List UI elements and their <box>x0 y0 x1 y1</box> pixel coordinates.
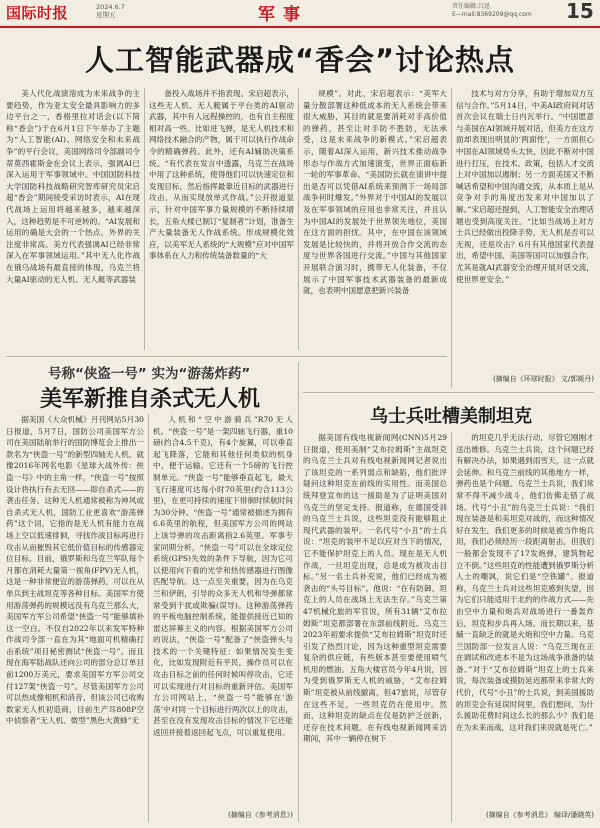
issue-date-text: 2024.6.7 <box>96 3 125 11</box>
article1-text-1: 美人代化战演溶成为未来战争的主要趋势，作为亚太安全最具影响力的多边平台之一，香格里拉对话会(以下简称“香会”)于在6月1日下午举办了主题为“人工智能(AI)、网络安全和未来战争”的平行会议，美国网络司令部副司令蒂莫西霍斯金在会议上表示，强调AI已深入运用于军事领域中。中国国防科技大学国防科技战略研究智库研究员宋启超“香会”期间接受采访时表示，AI在现代战场上运用将越来越多，越来越深入，这种趋势是不可逆转的。“AI发展和运用的确是大会的一个热点，外界的关注度非常高。美方代表强调AI已经非常深入在军事领域运用。”其中无人化作战在俄乌战场有最直接的体现，乌克兰将大量AI驱动的无人机、无人艇等武器装 <box>6 89 140 284</box>
article3-text-1: 据美国有线电视新闻网(CNN)5月29日报道，使用美制“艾布拉姆斯”主战坦克的乌克兰士兵对有线电视新闻网记者说出了该坦克的一系列弱点和缺陷，他们批评疑问这种坦克在前线的实用性。而美国总统拜登宣布的这一援助是为了证明美国对乌克兰的坚定支持。报道称，在德国受训的乌克兰士兵说，这些坦克没有能够阻止现代武器的装甲。一名代号“小丑”的士兵说：“坦克的装甲不足以应对当下的情况，它不能保护坦克上的人员。现在是无人机作战，一旦坦克出现，总是成为被攻击目标。”另一名士兵补充说，他们已经成为被袭击的“头号目标”。他说：“在有防御、坦克上的人员在战场上无法生存。”乌克兰第47机械化旅的军官说，所有31辆“艾布拉姆斯”坦克都部署在东部前线附近。乌克兰2023年初要求提供“艾布拉姆斯”坦克时还引发了热烈讨论，因为这种重型坦克需要复杂的供应链，有些版本甚至要使用喷气机用的燃油。五角大楼官员今年4月说，因为受到俄罗斯无人机的威胁，“艾布拉姆斯”坦克被从前线撤离，但47旅说，尽管存在这些不足，一些坦克仍在使用中。然而，这种坦克的缺点在仅是防护乏创新，还存在技术问题。在有线电视新闻网采访期间，其中一辆停在树下 <box>303 433 447 744</box>
article3-column-2 <box>456 432 594 808</box>
article1-column-2 <box>149 88 294 352</box>
article3-text-2: 的坦克几乎无法行动，尽管它刚刚才送出维修。乌克兰士兵说，这个问题已经有解决办法，如果遇到雨雪天，这一点就会延伸。和乌克兰前线的其他地方一样，弹药也是个问题。乌克兰士兵说，我们常常不得不减少战斗，他们仿佛走错了战场。代号“小丑”的乌克兰士兵说：“我们现在装备是和美坦克对战的，而这种情况好在发生，我们更多的时候是被当作炮兵用，我们必须经历一段距离射击，但我们一般都会发现不了17发炮弹，建筑物起立不倒。”这些坦克的性能遭到俄罗斯分析人士的嘲讽，说它们是“空铁罐”。报道称，乌克兰士兵对这些坦克感到失望，因为它们只能适用于北约的作战方式——先由空中力量和炮兵对战场进行一番轰炸后，坦克和步兵再入场。而长期以来，基辅一直缺乏的就是火炮和空中力量。乌克兰国防部一位发言人说：“乌克兰现在正在调试和改进本不是为这场战争准备的装备。”对于“艾布拉姆斯”坦克上的士兵来说，每次装备或摸防延迟都带来非常大的代价，代号“小丑”的士兵说，到美国援助的坦克会有延误时间里，我们想问，为什么援助花费时间这么长的那么少？我们是在为未来而战，这对我们来说就是死亡。” <box>456 433 594 732</box>
editor-name: 责任编辑:吕迅 <box>452 3 491 10</box>
article3-credit: (摘编自《参考消息》 编译/潘晓英) <box>485 811 594 819</box>
article3-headline: 乌士兵吐槽美制坦克 <box>370 406 532 427</box>
article2-column-1 <box>6 414 144 822</box>
article1-column-4 <box>456 88 594 368</box>
column-divider <box>144 88 145 350</box>
article2-credit: (摘编自《参考消息》) <box>228 811 293 819</box>
article1-column-1 <box>6 88 140 352</box>
article2-column-2 <box>153 414 293 808</box>
issue-date <box>96 3 125 19</box>
article1-text-2: 备投入战场并不指表现。宋启超表示，这些无人机、无人艇属于平台类的AI驱动武器，其中有人远程操控的，也有自主程度相对高一些。比如进飞弹，是无人机技术和网络技术融合的产物，属于可以执行作战命令的精确弹药。此外，还有AI辅助决策系统。“有代表在发言中透露，乌克兰在战场中用了这种系统，使得他们可以快速定位和发现目标，然后指挥最靠近目标的武器进行攻击，从而实现放单式作战。”公开报道显示，针对中国军事力量规模的不断持续增长，五角大楼已制订“复制者”计划，准备生产大量装备无人作战系统。形成规模化效应，以美军无人系统的“大规模”应对中国军事体系在人力和传统装备数量的“大 <box>149 89 294 261</box>
article2-kicker: 号称“侠盗一号” 实为“游荡炸药” <box>48 366 251 382</box>
article1-text-4: 技术与对方分享，有助于增加双方互信与合作。”5月14日，中美AI政府间对话首次会议在瑞士日内瓦举行。“中国愿意与美国在AI领域开展对话，但美方在这方面却表现出明显的‘两面性’，一方面担心中国在AI领域势头太快，因此不断对中国进行打压，在技术、政策，包括人才交流上对中国加以遏制；另一方面美国又不断喊话希望和中国沟通交流，从本质上是从竞争对手的角度出发来对中国加以了解。”宋启超还提到，人工智能安全治理话题也受到高度关注。“比如当战场上对方士兵已经做出投降手势，无人机是否可以无视，还是攻击？6月有其他国家代表提出，希望中国、美国等国可以加强合作，尤其是就AI武器安全治理开展对话交流，使世界更安全。” <box>456 89 594 284</box>
article2-text-1: 据美国《大众机械》月刊网站5月30日报道，5月7日，国防公司美国军方公司在美国陆航举行的国防博览会上推出一款名为“侠盗一号”的新型四轴无人机。就像2016年网名电影《星球大战外传：侠盗一号》中的主角一样，“侠盗一号”按照设计将执行有去无回——即自杀式——的袭击任务。这种无人机通常被称为神风或自杀式无人机，国防工业更喜欢“游荡弹药”这个词，它指的是无人机有能力在战场上空以低速徘徊，寻找作战目标再进行攻击从而摧毁其它低价值目标的传感器定位目标。目前，俄罗斯和乌克兰军队每个月都在消耗大量第一视角(FPV)无人机，这是一种非常便宜的游荡弹药，可以在从单兵到主战坦克等各种目标。美国军方使用游荡弹药的规模远没有乌克兰那么大，美国军方军公司希望“侠盗一号”能够填补这一空白。不仅自2022年以来发军特种作战司令部一直在为其“地面可机精确打击系统”项目秘密测试“侠盗一号”。而且现在海军陆战队还向公司的部分总订单目前1200万美元，要求美国军方军公司交付127架“侠盗一号”。尽管美国军方公司可以热成像相机和消音、但该公司已收购数家无人机初造商，目前生产耳808P空中侦察者“无人机、微型”黑色大黄蜂”无 <box>6 415 144 726</box>
section-title: 军事 <box>258 5 308 25</box>
masthead <box>0 0 600 26</box>
newspaper-logo: 国际时报 <box>6 4 69 22</box>
article2-text-2: 人机和“空中游骑兵”R70无人机。“侠盗一号”是一架四轴飞行器，重10磅(约合4.5千克)，有4个旋翼，可以垂直起飞降落，它能和其他任何类似的机身中，便于运输。它还有一个5磅的飞行控制单元。“侠盗一号”能够垂直起飞，最大飞行速度可达每小时70英里(约合113公里)，在更可持续的速度下徘徊时续航时间为30分钟。“侠盗一号”通常被描述为拥有6.6英里的航程，但美国军方公司的网站上该导弹的攻击距离指2.6英里。军事专家同期分析，“侠盗一号”可以在全球定位系统(GPS)失效的条件下导航，因为它可以使用向下看的光学和热传感器进行图像匹配导航。这一点至关重要，因为在乌克兰和伊朗，引导的众多无人机和导弹都常常受到干扰或欺骗(误导)。这种游荡弹药的平板电脑控制系统，能提供接近已知的雷达屏幕主义的内容。根据美国军方公司的说法，“侠盗一号”配备了“侠盗弹头与技术的一个关键特征：如果情况发生变化，比如发现附近有平民，操作员可以在攻击目标之前的任何时候叫停攻击，它还可以实现进行对目标的重新评估。美国军方公司网站上，“侠盗一号”能够在‘游荡’中对同一个目标进行两次以上的攻击，甚至在没有发现攻击目标的情况下它还能返回并接着返回起飞点，可以重复使用。 <box>153 415 293 738</box>
editor-info <box>452 3 532 19</box>
issue-weekday: 星期五 <box>96 11 116 19</box>
article2-headline: 美军新推自杀式无人机 <box>40 387 261 412</box>
column-divider <box>451 88 452 388</box>
article1-column-3 <box>303 88 447 352</box>
article1-credit: (摘编自《环球时报》 文/郭媛丹) <box>492 375 594 383</box>
column-divider <box>148 414 149 822</box>
column-divider <box>298 362 299 822</box>
article1-text-3: 规模”。对此，宋启超表示：“美军大量分散部署这种低成本的无人系统会带来很大威胁，其目的就是要消耗对手高价值的弹药，甚至让对手防不胜防，无法承受，这是未来战争的新模式。”宋启超表示，随着AI深入运用，新兴技术推动战争形态与作战方式加速演变，世界正面临新一轮的军事革命。“美国防长就在演讲中提出是否可以凭借AI系统来预测下一场局部战争何时爆发。”外界对于中国AI的发展以及在军事领域的应用也非常关注，并且认为中国AI的发展处于世界领先地位，美国在这方面的担忧。其中，在中国在该领域发展是比较快的，并将开放合作交流的态度与世界各国进行交流。”中国与其他国家开展联合演习时，携带无人化装备，不仅展示了中国军事技术武器装备的最新成就，也表明中国愿意把新兴装备 <box>303 89 447 296</box>
page-number: 15 <box>566 0 594 23</box>
column-divider <box>298 88 299 350</box>
main-headline: 人工智能武器成“香会”讨论热点 <box>84 43 516 77</box>
section-divider <box>6 356 447 357</box>
editor-email: E—mail:8369209@qq.com <box>452 11 532 18</box>
column-divider <box>451 432 452 822</box>
section-divider <box>303 392 594 393</box>
masthead-divider <box>0 26 600 28</box>
article3-column-1 <box>303 432 447 822</box>
